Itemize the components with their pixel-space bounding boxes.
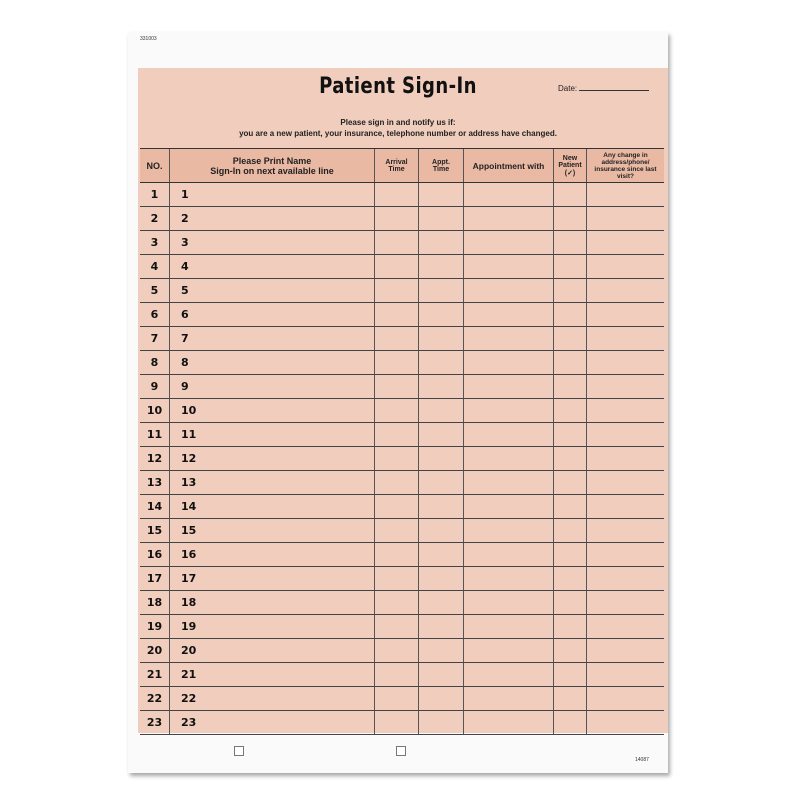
new-patient-cell[interactable] xyxy=(554,495,587,518)
name-cell[interactable]: 23 xyxy=(170,711,375,734)
header-new-line1: New xyxy=(562,154,578,162)
checkbox-middle[interactable] xyxy=(396,746,406,756)
table-row xyxy=(140,327,664,351)
name-cell[interactable]: 8 xyxy=(170,351,375,374)
change-cell[interactable] xyxy=(587,519,664,542)
row-number: 22 xyxy=(140,687,170,710)
appt-time-cell[interactable] xyxy=(419,519,464,542)
name-cell[interactable]: 19 xyxy=(170,615,375,638)
name-cell[interactable]: 16 xyxy=(170,543,375,566)
appt-time-cell[interactable] xyxy=(419,447,464,470)
row-number: 10 xyxy=(140,399,170,422)
appt-time-cell[interactable] xyxy=(419,351,464,374)
row-number: 14 xyxy=(140,495,170,518)
table-row xyxy=(140,567,664,591)
header-no: NO. xyxy=(140,149,170,182)
arrival-time-cell[interactable] xyxy=(375,639,419,662)
header-appt-line1: Appt. xyxy=(432,158,450,166)
arrival-time-cell[interactable] xyxy=(375,543,419,566)
change-cell[interactable] xyxy=(587,255,664,278)
name-cell[interactable]: 7 xyxy=(170,327,375,350)
change-cell[interactable] xyxy=(587,495,664,518)
name-cell[interactable]: 9 xyxy=(170,375,375,398)
new-patient-cell[interactable] xyxy=(554,423,587,446)
appointment-with-cell[interactable] xyxy=(464,519,554,542)
appointment-with-cell[interactable] xyxy=(464,639,554,662)
name-cell[interactable]: 6 xyxy=(170,303,375,326)
appt-time-cell[interactable] xyxy=(419,639,464,662)
table-row xyxy=(140,375,664,399)
arrival-time-cell[interactable] xyxy=(375,207,419,230)
row-number: 1 xyxy=(140,183,170,206)
header-name-line2: Sign-In on next available line xyxy=(210,165,334,176)
table-row xyxy=(140,303,664,327)
row-number: 9 xyxy=(140,375,170,398)
arrival-time-cell[interactable] xyxy=(375,351,419,374)
new-patient-cell[interactable] xyxy=(554,447,587,470)
appointment-with-cell[interactable] xyxy=(464,207,554,230)
arrival-time-cell[interactable] xyxy=(375,183,419,206)
header-arrival-line1: Arrival xyxy=(385,158,408,166)
arrival-time-cell[interactable] xyxy=(375,231,419,254)
arrival-time-cell[interactable] xyxy=(375,447,419,470)
row-number: 21 xyxy=(140,663,170,686)
table-row xyxy=(140,663,664,687)
new-patient-cell[interactable] xyxy=(554,639,587,662)
date-field[interactable] xyxy=(558,84,649,93)
new-patient-cell[interactable] xyxy=(554,303,587,326)
header-arrival-line2: Time xyxy=(388,165,405,173)
row-number: 2 xyxy=(140,207,170,230)
page-title: Patient Sign-In xyxy=(319,74,477,99)
change-cell[interactable] xyxy=(587,711,664,734)
change-cell[interactable] xyxy=(587,543,664,566)
appointment-with-cell[interactable] xyxy=(464,663,554,686)
row-number: 11 xyxy=(140,423,170,446)
arrival-time-cell[interactable] xyxy=(375,399,419,422)
appointment-with-cell[interactable] xyxy=(464,567,554,590)
appt-time-cell[interactable] xyxy=(419,207,464,230)
appointment-with-cell[interactable] xyxy=(464,375,554,398)
header-appt-line2: Time xyxy=(432,165,450,173)
appointment-with-cell[interactable] xyxy=(464,279,554,302)
arrival-time-cell[interactable] xyxy=(375,687,419,710)
new-patient-cell[interactable] xyxy=(554,399,587,422)
header-name xyxy=(170,149,375,182)
name-cell[interactable]: 15 xyxy=(170,519,375,542)
appt-time-cell[interactable] xyxy=(419,231,464,254)
appointment-with-cell[interactable] xyxy=(464,591,554,614)
instructions-line1: Please sign in and notify us if: xyxy=(340,118,456,127)
change-cell[interactable] xyxy=(587,183,664,206)
arrival-time-cell[interactable] xyxy=(375,471,419,494)
arrival-time-cell[interactable] xyxy=(375,327,419,350)
name-cell[interactable]: 12 xyxy=(170,447,375,470)
table-row xyxy=(140,207,664,231)
appointment-with-cell[interactable] xyxy=(464,255,554,278)
appt-time-cell[interactable] xyxy=(419,399,464,422)
appt-time-cell[interactable] xyxy=(419,471,464,494)
table-header xyxy=(140,149,664,183)
row-number: 16 xyxy=(140,543,170,566)
appointment-with-cell[interactable] xyxy=(464,303,554,326)
row-number: 12 xyxy=(140,447,170,470)
row-number: 5 xyxy=(140,279,170,302)
appt-time-cell[interactable] xyxy=(419,327,464,350)
table-row xyxy=(140,231,664,255)
row-number: 15 xyxy=(140,519,170,542)
appointment-with-cell[interactable] xyxy=(464,687,554,710)
arrival-time-cell[interactable] xyxy=(375,495,419,518)
header-appt xyxy=(419,149,464,182)
sign-in-table xyxy=(140,148,664,735)
change-cell[interactable] xyxy=(587,567,664,590)
new-patient-cell[interactable] xyxy=(554,567,587,590)
table-row xyxy=(140,447,664,471)
form-code-top: 331003 xyxy=(140,36,157,42)
row-number: 17 xyxy=(140,567,170,590)
appointment-with-cell[interactable] xyxy=(464,543,554,566)
new-patient-cell[interactable] xyxy=(554,279,587,302)
table-row xyxy=(140,351,664,375)
name-cell[interactable]: 5 xyxy=(170,279,375,302)
table-rows xyxy=(140,183,664,735)
appointment-with-cell[interactable] xyxy=(464,183,554,206)
arrival-time-cell[interactable] xyxy=(375,303,419,326)
arrival-time-cell[interactable] xyxy=(375,615,419,638)
date-line[interactable] xyxy=(579,90,649,91)
change-cell[interactable] xyxy=(587,351,664,374)
row-number: 18 xyxy=(140,591,170,614)
table-row xyxy=(140,615,664,639)
table-row xyxy=(140,495,664,519)
table-row xyxy=(140,687,664,711)
appt-time-cell[interactable] xyxy=(419,567,464,590)
arrival-time-cell[interactable] xyxy=(375,567,419,590)
table-row xyxy=(140,519,664,543)
instructions-line2: you are a new patient, your insurance, telephone number or address have changed. xyxy=(239,129,557,138)
appointment-with-cell[interactable] xyxy=(464,327,554,350)
name-cell[interactable]: 21 xyxy=(170,663,375,686)
table-row xyxy=(140,255,664,279)
change-cell[interactable] xyxy=(587,615,664,638)
header-new-line3: (✓) xyxy=(564,169,576,177)
row-number: 23 xyxy=(140,711,170,734)
change-cell[interactable] xyxy=(587,447,664,470)
appointment-with-cell[interactable] xyxy=(464,399,554,422)
change-cell[interactable] xyxy=(587,231,664,254)
table-row xyxy=(140,471,664,495)
change-cell[interactable] xyxy=(587,399,664,422)
change-cell[interactable] xyxy=(587,327,664,350)
new-patient-cell[interactable] xyxy=(554,231,587,254)
appointment-with-cell[interactable] xyxy=(464,711,554,734)
table-row xyxy=(140,591,664,615)
new-patient-cell[interactable] xyxy=(554,327,587,350)
new-patient-cell[interactable] xyxy=(554,591,587,614)
name-cell[interactable]: 18 xyxy=(170,591,375,614)
row-number: 19 xyxy=(140,615,170,638)
appt-time-cell[interactable] xyxy=(419,375,464,398)
appt-time-cell[interactable] xyxy=(419,615,464,638)
appt-time-cell[interactable] xyxy=(419,687,464,710)
checkbox-left[interactable] xyxy=(234,746,244,756)
arrival-time-cell[interactable] xyxy=(375,375,419,398)
change-cell[interactable] xyxy=(587,471,664,494)
appointment-with-cell[interactable] xyxy=(464,231,554,254)
name-cell[interactable]: 14 xyxy=(170,495,375,518)
arrival-time-cell[interactable] xyxy=(375,279,419,302)
table-row xyxy=(140,543,664,567)
change-cell[interactable] xyxy=(587,303,664,326)
new-patient-cell[interactable] xyxy=(554,687,587,710)
name-cell[interactable]: 22 xyxy=(170,687,375,710)
new-patient-cell[interactable] xyxy=(554,183,587,206)
header-appointment-with: Appointment with xyxy=(464,149,554,182)
new-patient-cell[interactable] xyxy=(554,519,587,542)
change-cell[interactable] xyxy=(587,591,664,614)
appointment-with-cell[interactable] xyxy=(464,615,554,638)
change-cell[interactable] xyxy=(587,423,664,446)
change-cell[interactable] xyxy=(587,279,664,302)
appt-time-cell[interactable] xyxy=(419,663,464,686)
new-patient-cell[interactable] xyxy=(554,255,587,278)
appointment-with-cell[interactable] xyxy=(464,447,554,470)
header-name-line1: Please Print Name xyxy=(232,155,312,166)
change-cell[interactable] xyxy=(587,687,664,710)
arrival-time-cell[interactable] xyxy=(375,663,419,686)
new-patient-cell[interactable] xyxy=(554,543,587,566)
row-number: 4 xyxy=(140,255,170,278)
appt-time-cell[interactable] xyxy=(419,591,464,614)
table-row xyxy=(140,183,664,207)
appointment-with-cell[interactable] xyxy=(464,351,554,374)
name-cell[interactable]: 20 xyxy=(170,639,375,662)
header-change: Any change in address/phone/ insurance since last visit? xyxy=(594,151,657,180)
new-patient-cell[interactable] xyxy=(554,375,587,398)
date-label: Date: xyxy=(558,84,578,93)
table-row xyxy=(140,399,664,423)
arrival-time-cell[interactable] xyxy=(375,519,419,542)
appointment-with-cell[interactable] xyxy=(464,423,554,446)
new-patient-cell[interactable] xyxy=(554,615,587,638)
new-patient-cell[interactable] xyxy=(554,663,587,686)
row-number: 3 xyxy=(140,231,170,254)
name-cell[interactable]: 3 xyxy=(170,231,375,254)
change-cell[interactable] xyxy=(587,663,664,686)
change-cell[interactable] xyxy=(587,639,664,662)
table-row xyxy=(140,423,664,447)
arrival-time-cell[interactable] xyxy=(375,255,419,278)
appointment-with-cell[interactable] xyxy=(464,471,554,494)
table-row xyxy=(140,711,664,735)
form-code-bottom: 14087 xyxy=(635,757,649,763)
sign-in-sheet xyxy=(128,32,668,773)
appt-time-cell[interactable] xyxy=(419,255,464,278)
name-cell[interactable]: 2 xyxy=(170,207,375,230)
row-number: 20 xyxy=(140,639,170,662)
arrival-time-cell[interactable] xyxy=(375,591,419,614)
change-cell[interactable] xyxy=(587,207,664,230)
new-patient-cell[interactable] xyxy=(554,207,587,230)
row-number: 8 xyxy=(140,351,170,374)
appointment-with-cell[interactable] xyxy=(464,495,554,518)
name-cell[interactable]: 1 xyxy=(170,183,375,206)
new-patient-cell[interactable] xyxy=(554,471,587,494)
name-cell[interactable]: 13 xyxy=(170,471,375,494)
arrival-time-cell[interactable] xyxy=(375,423,419,446)
row-number: 7 xyxy=(140,327,170,350)
change-cell[interactable] xyxy=(587,375,664,398)
new-patient-cell[interactable] xyxy=(554,711,587,734)
appt-time-cell[interactable] xyxy=(419,303,464,326)
appt-time-cell[interactable] xyxy=(419,183,464,206)
appt-time-cell[interactable] xyxy=(419,423,464,446)
new-patient-cell[interactable] xyxy=(554,351,587,374)
name-cell[interactable]: 4 xyxy=(170,255,375,278)
name-cell[interactable]: 17 xyxy=(170,567,375,590)
header-new-line2: Patient xyxy=(558,161,582,169)
table-row xyxy=(140,279,664,303)
name-cell[interactable]: 11 xyxy=(170,423,375,446)
arrival-time-cell[interactable] xyxy=(375,711,419,734)
header-new-patient xyxy=(554,149,587,182)
appt-time-cell[interactable] xyxy=(419,543,464,566)
appt-time-cell[interactable] xyxy=(419,495,464,518)
table-row xyxy=(140,639,664,663)
name-cell[interactable]: 10 xyxy=(170,399,375,422)
row-number: 13 xyxy=(140,471,170,494)
row-number: 6 xyxy=(140,303,170,326)
appt-time-cell[interactable] xyxy=(419,279,464,302)
appt-time-cell[interactable] xyxy=(419,711,464,734)
header-arrival xyxy=(375,149,419,182)
